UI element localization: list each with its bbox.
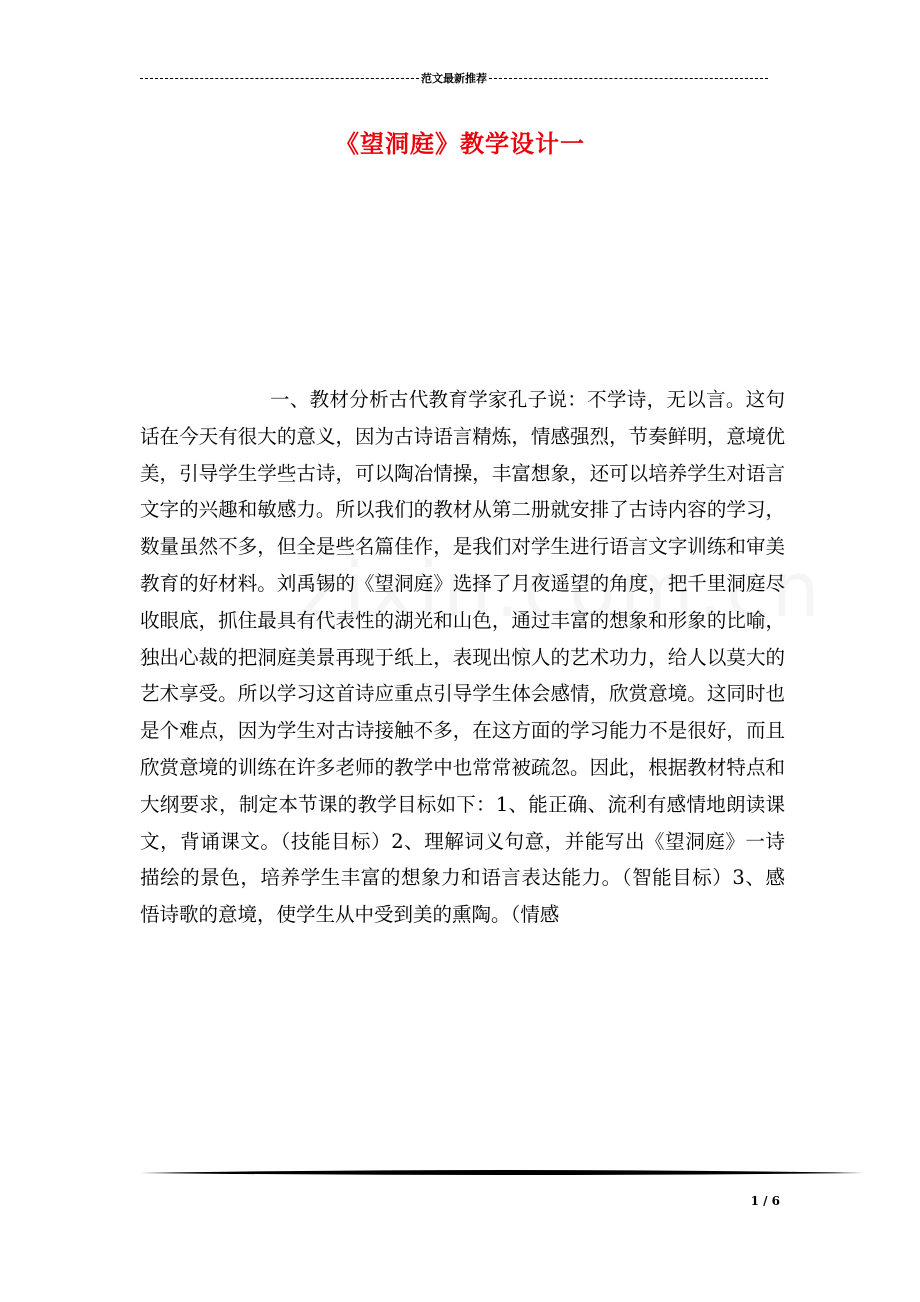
document-title: 《望洞庭》教学设计一: [335, 129, 585, 158]
footer-rule: [140, 1168, 864, 1178]
header-dash-left: [140, 78, 419, 79]
header-label: 范文最新推荐: [421, 72, 487, 85]
page-header: [140, 70, 768, 86]
page-number: 1 / 6: [750, 1194, 780, 1208]
body-paragraph: 一、教材分析古代教育学家孔子说：不学诗，无以言。这句话在今天有很大的意义，因为古诗语言精炼，情感强烈，节奏鲜明，意境优美，引导学生学些古诗，可以陶冶情操，丰富想象，还可以培养学生对语言文字的兴趣和敏感力。所以我们的教材从第二册就安排了古诗内容的学习，数量虽然不多，但全是些名篇佳作，是我们对学生进行语言文字训练和审美教育的好材料。刘禹锡的《望洞庭》选择了月夜遥望的角度，把千里洞庭尽收眼底，抓住最具有代表性的湖光和山色，通过丰富的想象和形象的比喻，独出心裁的把洞庭美景再现于纸上，表现出惊人的艺术功力，给人以莫大的艺术享受。所以学习这首诗应重点引导学生体会感情，欣赏意境。这同时也是个难点，因为学生对古诗接触不多，在这方面的学习能力不是很好，而且欣赏意境的训练在许多老师的教学中也常常被疏忽。因此，根据教材特点和大纲要求，制定本节课的教学目标如下：1、能正确、流利有感情地朗读课文，背诵课文。（技能目标）2、理解词义句意，并能写出《望洞庭》一诗描绘的景色，培养学生丰富的想象力和语言表达能力。（智能目标）3、感悟诗歌的意境，使学生从中受到美的熏陶。（情感: [140, 388, 785, 927]
header-dash-right: [489, 78, 768, 79]
